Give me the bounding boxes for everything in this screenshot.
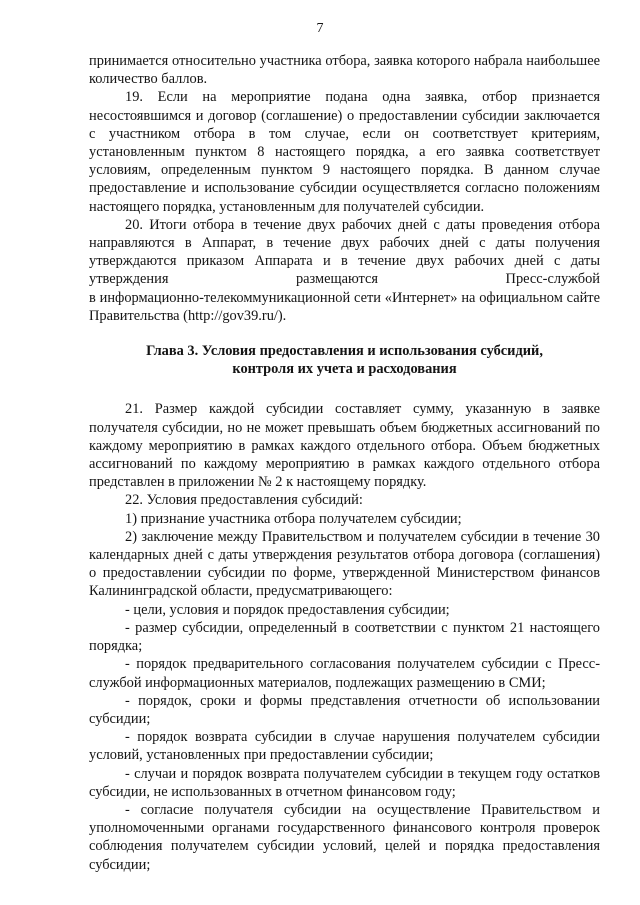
paragraph-20-cont: в информационно-телекоммуникационной сети «Интернет» на официальном сайте Правительства (http://gov39.ru/). [89,289,600,324]
list-item-2: 2) заключение между Правительством и получателем субсидии в течение 30 календарных дней с даты утверждения результатов отбора договора (соглашения) о предоставлении субсидии по форме, утвержденной Министерством финансов Калининградской области, предусматривающего: [89,528,600,600]
chapter-title [89,342,600,378]
bullet-consent-audit: - согласие получателя субсидии на осуществление Правительством и уполномоченными органами государственного финансового контроля проверок соблюдения получателем субсидии условий, целей и порядка предоставления субсидии; [89,801,600,873]
list-item-1: 1) признание участника отбора получателем субсидии; [125,510,462,527]
chapter-title-line2: контроля их учета и расходования [232,361,457,378]
bullet-return-remainder: - случаи и порядок возврата получателем субсидии в текущем году остатков субсидии, не использованных в отчетном финансовом году; [89,765,600,800]
chapter-title-line1: Глава 3. Условия предоставления и использования субсидий, [146,343,543,360]
paragraph-22: 22. Условия предоставления субсидий: [125,492,363,509]
page-body [89,52,600,874]
bullet-goals: - цели, условия и порядок предоставления субсидии; [125,601,450,618]
paragraph-19: 19. Если на мероприятие подана одна заявка, отбор признается несостоявшимся и договор (соглашение) о предоставлении субсидии заключается с участником отбора в том случае, если он соответствует критериям, установленным пунктом 8 настоящего порядка, а его заявка соответствует условиям, определенным пунктом 9 настоящего порядка. В данном случае предоставление и использование субсидии осуществляется согласно положениям настоящего порядка, установленным для получателей субсидии. [89,89,600,215]
bullet-reporting: - порядок, сроки и формы представления отчетности об использовании субсидии; [89,692,600,727]
paragraph-20: 20. Итоги отбора в течение двух рабочих дней с даты проведения отбора направляются в Аппарат, в течение двух рабочих дней с даты получения утверждаются приказом Аппарата и в течение двух рабочих дней с даты утверждения размещаются Пресс-службой [89,216,600,288]
bullet-amount: - размер субсидии, определенный в соответствии с пунктом 21 настоящего порядка; [89,619,600,655]
page-number: 7 [316,21,324,36]
bullet-approval: - порядок предварительного согласования получателем субсидии с Пресс-службой информационных материалов, подлежащих размещению в СМИ; [89,656,600,691]
paragraph-21: 21. Размер каждой субсидии составляет сумму, указанную в заявке получателя субсидии, но не может превышать объем бюджетных ассигнований по каждому мероприятию в рамках каждого отдельного отбора. Объем бюджетных ассигнований по каждому мероприятию в рамках каждого отдельного отбора представлен в приложении № 2 к настоящему порядку. [89,401,600,491]
paragraph-18-end: принимается относительно участника отбора, заявка которого набрала наибольшее количество баллов. [89,53,600,88]
bullet-return-violation: - порядок возврата субсидии в случае нарушения получателем субсидии условий, установленных при предоставлении субсидии; [89,729,600,764]
